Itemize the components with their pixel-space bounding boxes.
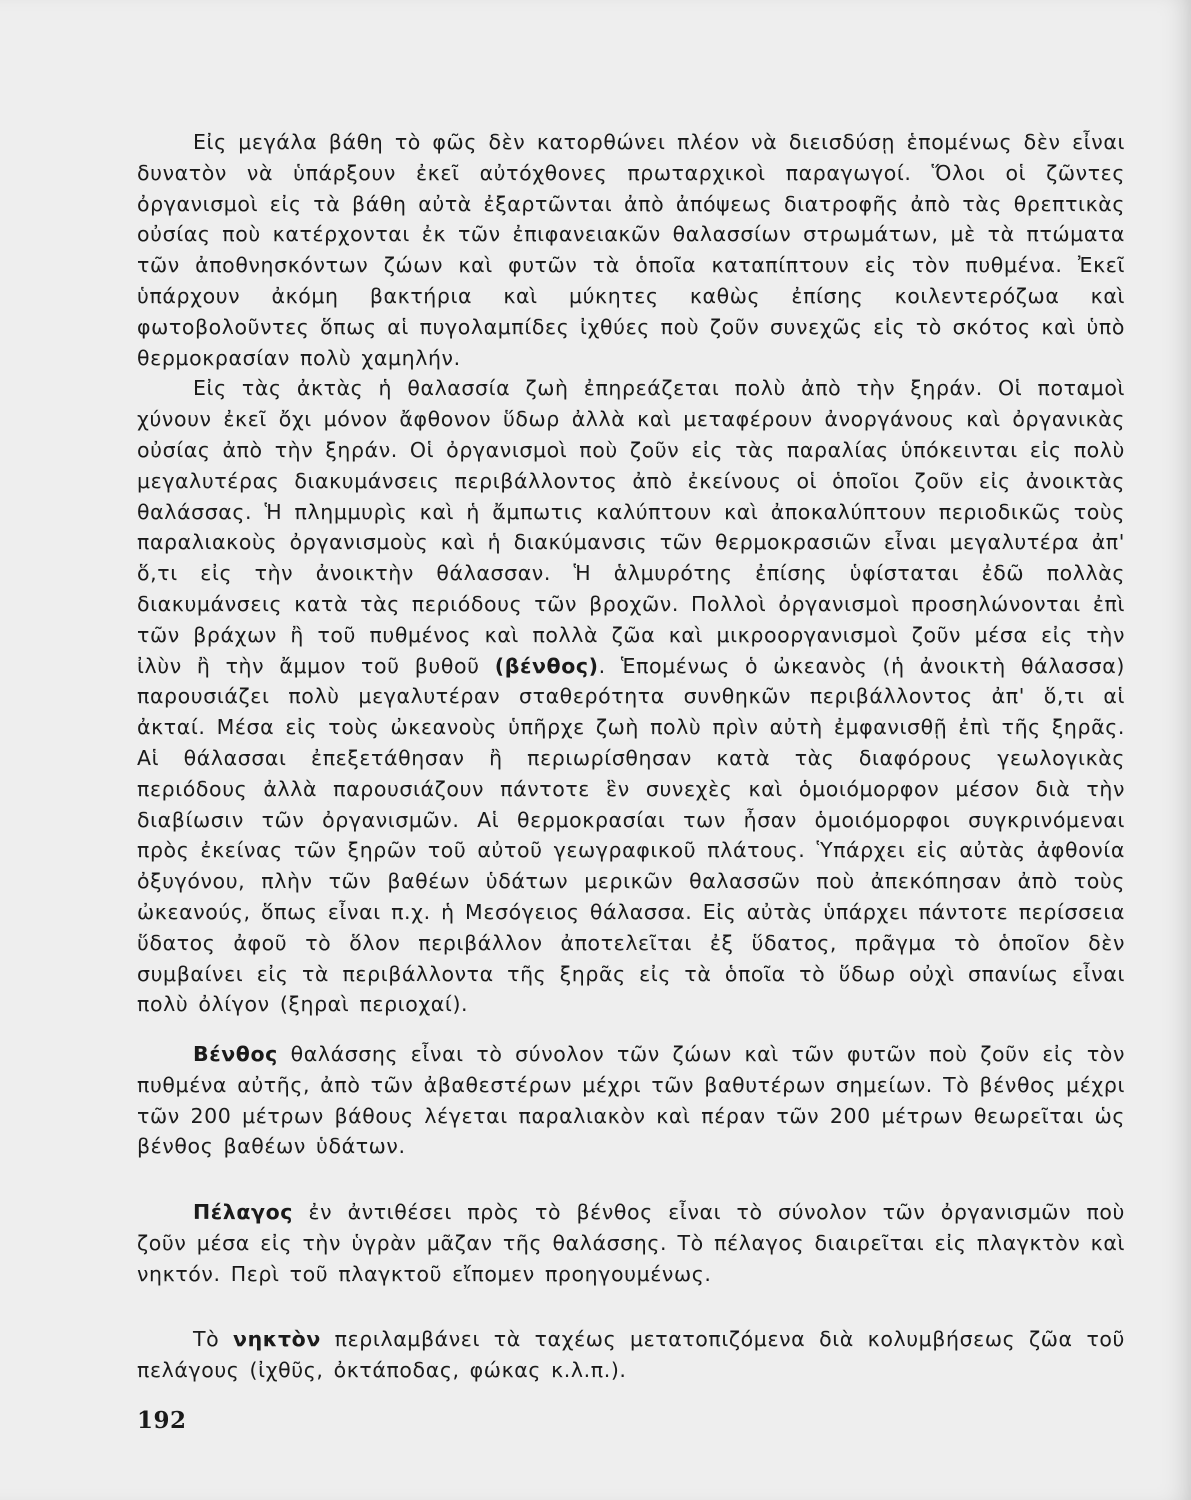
main-body-text bbox=[137, 127, 1125, 1020]
paragraph-coasts bbox=[137, 373, 1125, 1020]
benthos-definition bbox=[137, 1039, 1125, 1162]
pelagos-term: Πέλαγος bbox=[193, 1200, 294, 1224]
nekton-term: νηκτὸν bbox=[233, 1327, 321, 1351]
pelagos-definition bbox=[137, 1197, 1125, 1289]
nekton-lead: Τὸ bbox=[193, 1327, 234, 1351]
benthos-inline-term: (βένθος) bbox=[494, 653, 599, 678]
page-number: 192 bbox=[137, 1407, 187, 1434]
paragraph-coasts-part1: Εἰς τὰς ἀκτὰς ἡ θαλασσία ζωὴ ἐπηρεάζεται πολὺ ἀπὸ τὴν ξηράν. Οἱ ποταμοὶ χύνουν ἐκεῖ ὄχι μόνον ἄφθονον ὕδωρ ἀλλὰ καὶ μεταφέρουν ἀνοργάνους καὶ ὀργανικὰς οὐσίας ἀπὸ τὴν ξηράν. Οἱ ὀργανισμοὶ ποὺ ζοῦν εἰς τὰς παραλίας ὑπόκεινται εἰς πολὺ μεγαλυτέρας διακυμάνσεις περιβάλλοντος ἀπὸ ἐκείνους οἱ ὁποῖοι ζοῦν εἰς ἀνοικτὰς θαλάσσας. Ἡ πλημμυρὶς καὶ ἡ ἄμπωτις καλύπτουν καὶ ἀποκαλύπτουν περιοδικῶς τοὺς παραλιακοὺς ὀργανισμοὺς καὶ ἡ διακύμανσις τῶν θερμοκρασιῶν εἶναι μεγαλυτέρα ἀπ' ὅ,τι εἰς τὴν ἀνοικτὴν θάλασσαν. Ἡ ἁλμυρότης ἐπίσης ὑφίσταται ἐδῶ πολλὰς διακυμάνσεις κατὰ τὰς περιόδους τῶν βροχῶν. Πολλοὶ ὀργανισμοὶ προσηλώνονται ἐπὶ τῶν βράχων ἢ τοῦ πυθμένος καὶ πολλὰ ζῶα καὶ μικροοργανισμοὶ ζοῦν μέσα εἰς τὴν ἰλὺν ἢ τὴν ἄμμον τοῦ βυθοῦ bbox=[137, 376, 1125, 678]
nekton-definition bbox=[137, 1324, 1125, 1386]
benthos-text: θαλάσσης εἶναι τὸ σύνολον τῶν ζώων καὶ τῶν φυτῶν ποὺ ζοῦν εἰς τὸν πυθμένα αὐτῆς, ἀπὸ τῶν ἀβαθεστέρων μέχρι τῶν βαθυτέρων σημείων. Τὸ βένθος μέχρι τῶν 200 μέτρων βάθους λέγεται παραλιακὸν καὶ πέραν τῶν 200 μέτρων θεωρεῖται ὡς βένθος βαθέων ὑδάτων. bbox=[137, 1042, 1125, 1159]
nekton-paragraph bbox=[137, 1324, 1125, 1386]
paragraph-coasts-part2: . Ἑπομένως ὁ ὠκεανὸς (ἡ ἀνοικτὴ θάλασσα) παρουσιάζει πολὺ μεγαλυτέραν σταθερότητα συνθηκῶν περιβάλλοντος ἀπ' ὅ,τι αἱ ἀκταί. Μέσα εἰς τοὺς ὠκεανοὺς ὑπῆρχε ζωὴ πολὺ πρὶν αὐτὴ ἐμφανισθῇ ἐπὶ τῆς ξηρᾶς. Αἱ θάλασσαι ἐπεξετάθησαν ἢ περιωρίσθησαν κατὰ τὰς διαφόρους γεωλογικὰς περιόδους ἀλλὰ παρουσιάζουν πάντοτε ἓν συνεχὲς καὶ ὁμοιόμορφον μέσον διὰ τὴν διαβίωσιν τῶν ὀργανισμῶν. Αἱ θερμοκρασίαι των ἦσαν ὁμοιόμορφοι συγκρινόμεναι πρὸς ἐκείνας τῶν ξηρῶν τοῦ αὐτοῦ γεωγραφικοῦ πλάτους. Ὑπάρχει εἰς αὐτὰς ἀφθονία ὀξυγόνου, πλὴν τῶν βαθέων ὑδάτων μερικῶν θαλασσῶν ποὺ ἀπεκόπησαν ἀπὸ τοὺς ὠκεανούς, ὅπως εἶναι π.χ. ἡ Μεσόγειος θάλασσα. Εἰς αὐτὰς ὑπάρχει πάντοτε περίσσεια ὕδατος ἀφοῦ τὸ ὅλον περιβάλλον ἀποτελεῖται ἐξ ὕδατος, πρᾶγμα τὸ ὁποῖον δὲν συμβαίνει εἰς τὰ περιβάλλοντα τῆς ξηρᾶς εἰς τὰ ὁποῖα τὸ ὕδωρ οὐχὶ σπανίως εἶναι πολὺ ὀλίγον (ξηραὶ περιοχαί). bbox=[137, 653, 1125, 1017]
paragraph-deep-sea: Εἰς μεγάλα βάθη τὸ φῶς δὲν κατορθώνει πλέον νὰ διεισδύσῃ ἑπομένως δὲν εἶναι δυνατὸν νὰ ὑπάρξουν ἐκεῖ αὐτόχθονες πρωταρχικοὶ παραγωγοί. Ὅλοι οἱ ζῶντες ὀργανισμοὶ εἰς τὰ βάθη αὐτὰ ἐξαρτῶνται ἀπὸ ἀπόψεως διατροφῆς ἀπὸ τὰς θρεπτικὰς οὐσίας ποὺ κατέρχονται ἐκ τῶν ἐπιφανειακῶν θαλασσίων στρωμάτων, μὲ τὰ πτώματα τῶν ἀποθνησκόντων ζώων καὶ φυτῶν τὰ ὁποῖα καταπίπτουν εἰς τὸν πυθμένα. Ἐκεῖ ὑπάρχουν ἀκόμη βακτήρια καὶ μύκητες καθὼς ἐπίσης κοιλεντερόζωα καὶ φωτοβολοῦντες ὅπως αἱ πυγολαμπίδες ἰχθύες ποὺ ζοῦν συνεχῶς εἰς τὸ σκότος καὶ ὑπὸ θερμοκρασίαν πολὺ χαμηλήν. bbox=[137, 130, 1125, 370]
benthos-paragraph bbox=[137, 1039, 1125, 1162]
benthos-term: Βένθος bbox=[193, 1042, 278, 1066]
pelagos-text: ἐν ἀντιθέσει πρὸς τὸ βένθος εἶναι τὸ σύνολον τῶν ὀργανισμῶν ποὺ ζοῦν μέσα εἰς τὴν ὑγρὰν μᾶζαν τῆς θαλάσσης. Τὸ πέλαγος διαιρεῖται εἰς πλαγκτὸν καὶ νηκτόν. Περὶ τοῦ πλαγκτοῦ εἴπομεν προηγουμένως. bbox=[137, 1200, 1125, 1286]
nekton-text: περιλαμβάνει τὰ ταχέως μετατοπιζόμενα διὰ κολυμβήσεως ζῶα τοῦ πελάγους (ἰχθῦς, ὀκτάποδας, φώκας κ.λ.π.). bbox=[137, 1327, 1125, 1382]
pelagos-paragraph bbox=[137, 1197, 1125, 1289]
